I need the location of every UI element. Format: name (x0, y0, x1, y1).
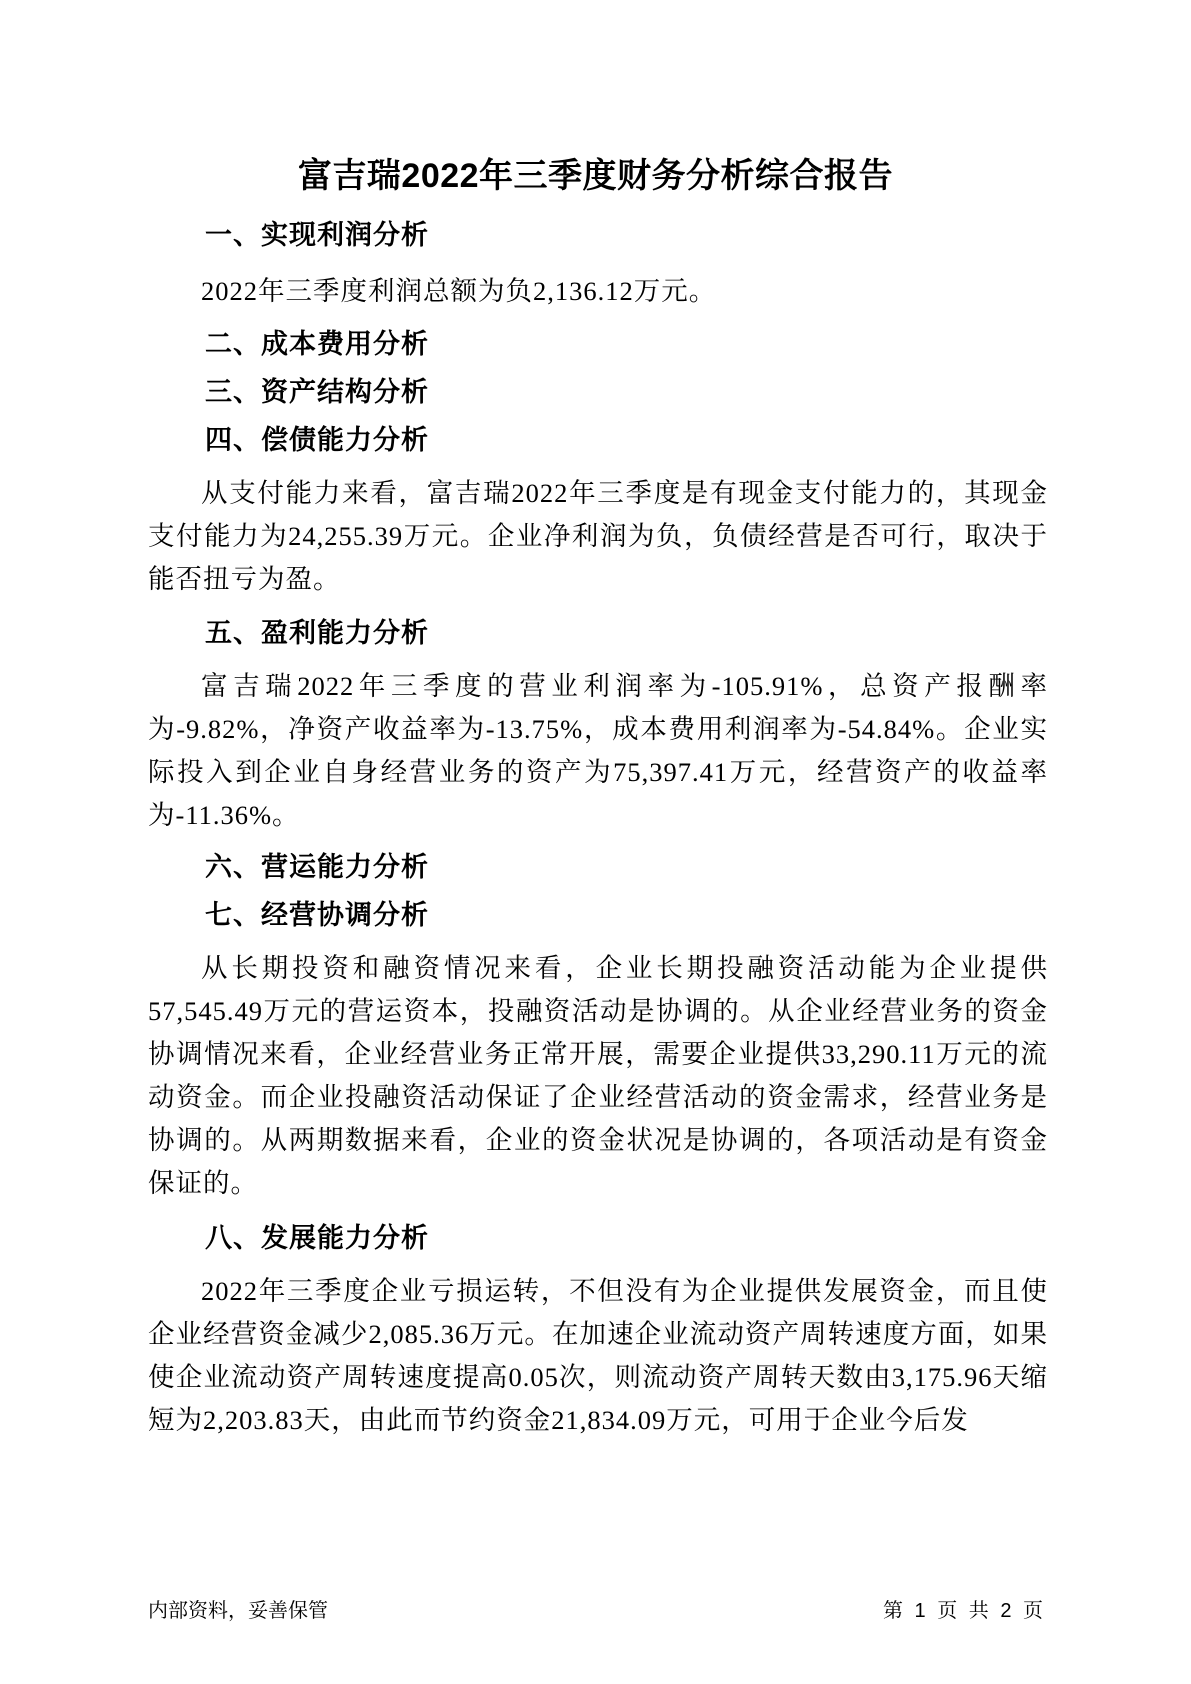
section-heading-asset-structure: 三、资产结构分析 (205, 377, 429, 407)
paragraph-development: 2022年三季度企业亏损运转，不但没有为企业提供发展资金，而且使企业经营资金减少2,085.36万元。在加速企业流动资产周转速度方面，如果使企业流动资产周转速度提高0.05次，则流动资产周转天数由3,175.96天缩短为2,203.83天，由此而节约资金21,834.09万元，可用于企业今后发 (148, 1276, 1048, 1435)
paragraph-solvency: 从支付能力来看，富吉瑞2022年三季度是有现金支付能力的，其现金支付能力为24,255.39万元。企业净利润为负，负债经营是否可行，取决于能否扭亏为盈。 (148, 478, 1048, 594)
section-heading-solvency: 四、偿债能力分析 (205, 425, 429, 455)
document-title: 富吉瑞2022年三季度财务分析综合报告 (297, 157, 894, 195)
section-heading-coordination: 七、经营协调分析 (205, 900, 429, 930)
section-heading-operating: 六、营运能力分析 (205, 852, 429, 882)
section-heading-cost: 二、成本费用分析 (205, 329, 429, 359)
paragraph-coordination: 从长期投资和融资情况来看，企业长期投融资活动能为企业提供57,545.49万元的营运资本，投融资活动是协调的。从企业经营业务的资金协调情况来看，企业经营业务正常开展，需要企业提供33,290.11万元的流动资金。而企业投融资活动保证了企业经营活动的资金需求，经营业务是协调的。从两期数据来看，企业的资金状况是协调的，各项活动是有资金保证的。 (148, 953, 1048, 1198)
footer-confidential-note: 内部资料，妥善保管 (148, 1600, 328, 1622)
section-heading-development: 八、发展能力分析 (205, 1223, 429, 1253)
section-heading-profitability: 五、盈利能力分析 (205, 618, 429, 648)
footer-page-number: 第 1 页 共 2 页 (882, 1600, 1043, 1622)
paragraph-profitability: 富吉瑞2022年三季度的营业利润率为-105.91%，总资产报酬率为-9.82%，净资产收益率为-13.75%，成本费用利润率为-54.84%。企业实际投入到企业自身经营业务的资产为75,397.41万元，经营资产的收益率为-11.36%。 (148, 671, 1048, 830)
section-heading-profit: 一、实现利润分析 (205, 220, 429, 250)
paragraph-profit: 2022年三季度利润总额为负2,136.12万元。 (201, 276, 717, 306)
